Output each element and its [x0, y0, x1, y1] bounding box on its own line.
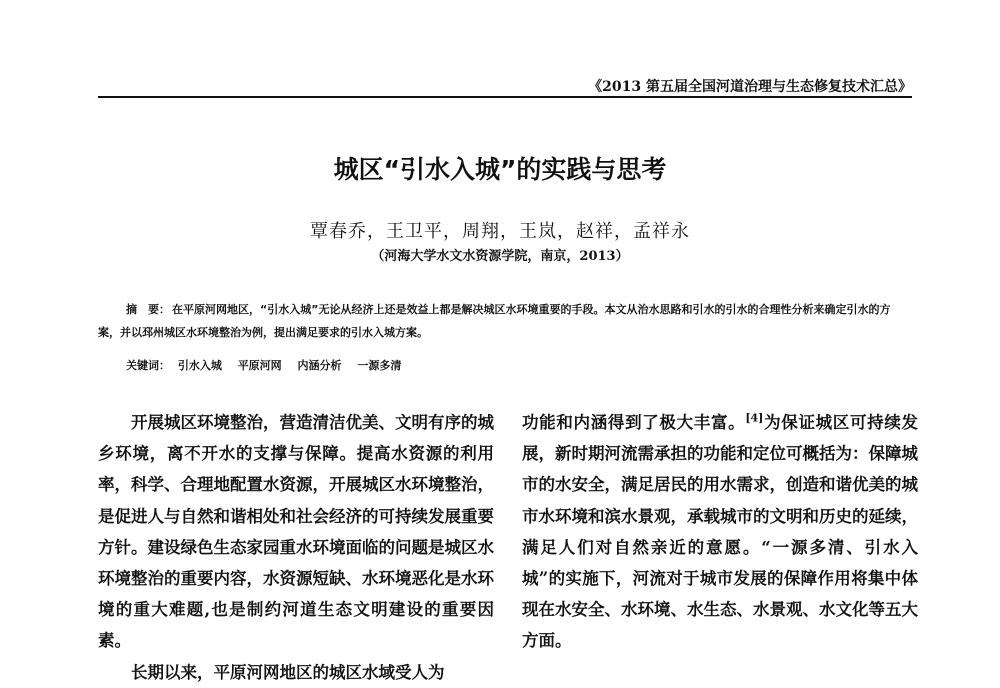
- keyword: 一源多清: [357, 359, 402, 372]
- keyword: 平原河网: [237, 359, 282, 372]
- keyword: 内涵分析: [297, 359, 342, 372]
- keywords: [126, 357, 413, 373]
- citation-marker[interactable]: [4]: [745, 411, 764, 425]
- author-list: 覃春乔，王卫平，周翔，王岚，赵祥，孟祥永: [310, 221, 690, 242]
- keywords-label: 关键词：: [126, 359, 170, 372]
- keyword: 引水入城: [177, 359, 222, 372]
- body-paragraph: 长期以来，平原河网地区的城区水域受人为: [131, 662, 445, 682]
- article-title: 城区“引水入城”的实践与思考: [333, 155, 667, 184]
- body-text: 功能和内涵得到了极大丰富。: [522, 413, 746, 432]
- abstract-text: 在平原河网地区，“引水入城”无论从经济上还是效益上都是解决城区水环境重要的手段。本文从治水思路和引水的引水的合理性分析来确定引水的方案，并以邳州城区水环境整治为例，提出满足要求的引水入城方案。: [98, 303, 891, 339]
- abstract: [98, 298, 912, 344]
- running-head: 《2013 第五届全国河道治理与生态修复技术汇总》: [588, 79, 912, 95]
- body-column-left: [98, 407, 494, 688]
- body-paragraph: [522, 407, 918, 657]
- body-column-right: [522, 407, 918, 657]
- abstract-label: 摘 要：: [126, 303, 170, 316]
- affiliation: （河海大学水文水资源学院，南京，2013）: [371, 249, 629, 264]
- header-rule: [98, 96, 912, 98]
- body-text: 为保证城区可持续发展，新时期河流需承担的功能和定位可概括为：保障城市的水安全，满足居民的用水需求，创造和谐优美的城市水环境和滨水景观，承载城市的文明和历史的延续，满足人们对自然亲近的意愿。“一源多清、引水入城”的实施下，河流对于城市发展的保障作用将集中体现在水安全、水环境、水生态、水景观、水文化等五大方面。: [522, 413, 919, 651]
- body-paragraph: 开展城区环境整治，营造清洁优美、文明有序的城乡环境，离不开水的支撑与保障。提高水资源的利用率，科学、合理地配置水资源，开展城区水环境整治，是促进人与自然和谐相处和社会经济的可持续发展重要方针。建设绿色生态家园重水环境面临的问题是城区水环境整治的重要内容，水资源短缺、水环境恶化是水环境的重大难题,也是制约河道生态文明建设的重要因素。: [98, 413, 494, 651]
